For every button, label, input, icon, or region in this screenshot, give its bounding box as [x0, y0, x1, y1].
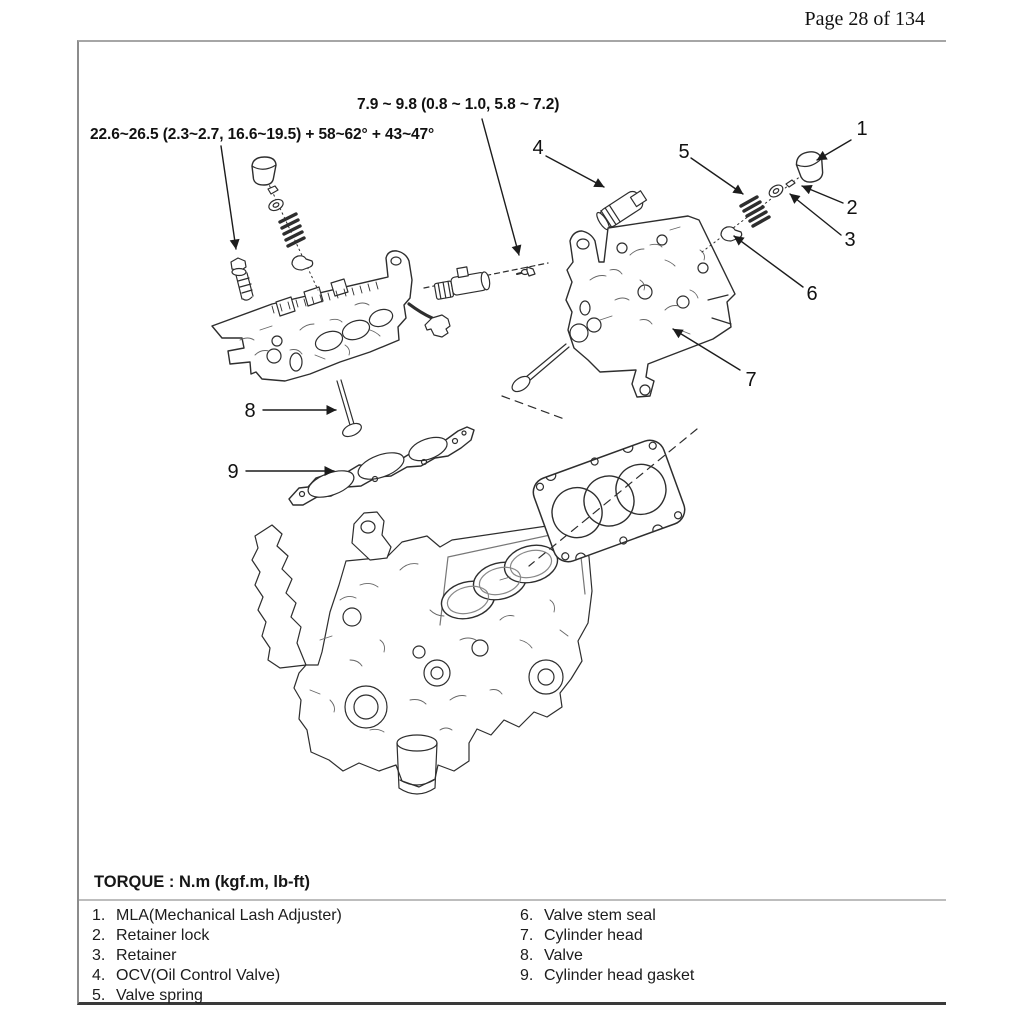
callout-2: 2	[846, 197, 858, 219]
mla-cup-left	[252, 157, 276, 185]
legend-item-number: 3.	[92, 947, 106, 964]
valvetrain-right	[702, 150, 826, 252]
legend-item-4	[92, 966, 342, 986]
legend-item-8	[520, 946, 694, 966]
callout-3-leader	[790, 194, 841, 235]
legend-item-label: MLA(Mechanical Lash Adjuster)	[116, 907, 342, 924]
parts-legend-column-1	[92, 906, 342, 1006]
parts-legend-column-2	[520, 906, 694, 986]
torque-spec-title: TORQUE : N.m (kgf.m, lb-ft)	[94, 873, 311, 891]
head-bolt	[231, 258, 253, 300]
legend-item-number: 6.	[520, 907, 534, 924]
valve-spring-right	[741, 197, 769, 226]
callout-4: 4	[532, 137, 544, 159]
block-top-arm	[352, 512, 391, 560]
legend-item-label: Valve spring	[116, 987, 203, 1004]
valve-stem-seal-left	[292, 256, 313, 270]
legend-item-number: 2.	[92, 927, 106, 944]
valve-spring-left	[280, 214, 304, 246]
retainer-lock-left	[268, 186, 278, 194]
legend-item-5	[92, 986, 342, 1006]
legend-item-number: 1.	[92, 907, 106, 924]
torque-lower-leader	[221, 146, 236, 249]
retainer-left	[267, 197, 285, 212]
valvetrain-left	[252, 157, 318, 290]
valve-right	[502, 344, 569, 420]
legend-item-2	[92, 926, 342, 946]
ocv-bolt	[517, 267, 535, 276]
callout-5: 5	[678, 141, 690, 163]
head-gasket-right	[529, 429, 697, 567]
callout-8: 8	[244, 400, 256, 422]
callout-1: 1	[856, 118, 868, 140]
ocv-left	[432, 263, 491, 299]
callout-1-leader	[817, 140, 851, 160]
legend-item-label: Valve stem seal	[544, 907, 656, 924]
callout-7: 7	[745, 369, 757, 391]
engine-block	[252, 512, 592, 794]
callout-5-leader	[691, 158, 743, 194]
valve-left	[337, 380, 363, 439]
legend-item-number: 7.	[520, 927, 534, 944]
torque-upper-leader	[482, 119, 519, 255]
callout-4-leader	[546, 156, 604, 187]
legend-item-number: 9.	[520, 967, 534, 984]
exploded-diagram	[79, 42, 946, 862]
page-number: Page 28 of 134	[804, 8, 925, 30]
legend-item-9	[520, 966, 694, 986]
legend-item-label: Cylinder head gasket	[544, 967, 695, 984]
legend-item-3	[92, 946, 342, 966]
wiring-connector	[409, 304, 450, 337]
callout-3: 3	[844, 229, 856, 251]
legend-separator	[79, 899, 946, 901]
retainer-right	[767, 183, 785, 200]
legend-item-label: Cylinder head	[544, 927, 643, 944]
callout-6: 6	[806, 283, 818, 305]
callout-9: 9	[227, 461, 239, 483]
engine-mount-bracket	[252, 525, 306, 668]
legend-item-number: 5.	[92, 987, 106, 1004]
legend-item-number: 8.	[520, 947, 534, 964]
torque-note-upper: 7.9 ~ 9.8 (0.8 ~ 1.0, 5.8 ~ 7.2)	[357, 96, 560, 113]
legend-item-label: OCV(Oil Control Valve)	[116, 967, 281, 984]
legend-item-label: Retainer lock	[116, 927, 210, 944]
figure-box	[77, 40, 946, 1005]
retainer-lock-right	[786, 180, 795, 187]
legend-item-label: Retainer	[116, 947, 177, 964]
legend-item-number: 4.	[92, 967, 106, 984]
head-gasket-left	[289, 427, 474, 505]
legend-item-1	[92, 906, 342, 926]
legend-item-7	[520, 926, 694, 946]
cylinder-head-right	[566, 216, 735, 397]
legend-item-label: Valve	[544, 947, 583, 964]
mla-cup-right	[794, 150, 826, 185]
torque-note-lower: 22.6~26.5 (2.3~2.7, 16.6~19.5) + 58~62° + 43~47°	[90, 126, 435, 143]
callout-6-leader	[734, 236, 803, 287]
callout-2-leader	[802, 186, 843, 203]
legend-item-6	[520, 906, 694, 926]
